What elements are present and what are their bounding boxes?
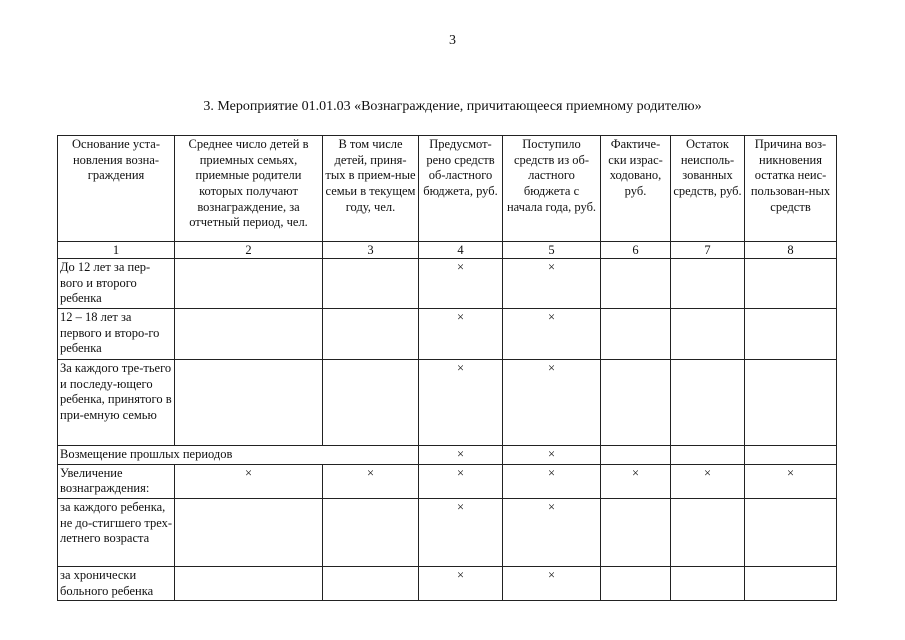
table-cell bbox=[175, 566, 323, 600]
table-row bbox=[58, 309, 837, 360]
column-header: Фактиче-ски израс-ходовано, руб. bbox=[601, 136, 671, 242]
table-cell bbox=[323, 566, 419, 600]
table-cell bbox=[601, 360, 671, 446]
table-cell bbox=[323, 498, 419, 566]
column-header: Поступило средств из об-ластного бюджета с начала года, руб. bbox=[503, 136, 601, 242]
table-row bbox=[58, 566, 837, 600]
table-cell bbox=[671, 309, 745, 360]
column-number: 7 bbox=[671, 242, 745, 259]
column-header: Остаток неисполь-зованных средств, руб. bbox=[671, 136, 745, 242]
table-cell bbox=[745, 446, 837, 465]
table-cell: × bbox=[175, 464, 323, 498]
report-table bbox=[57, 135, 837, 601]
table-cell bbox=[175, 498, 323, 566]
table-cell: × bbox=[323, 464, 419, 498]
table-cell: × bbox=[419, 446, 503, 465]
table-cell bbox=[175, 259, 323, 309]
table-cell: × bbox=[419, 360, 503, 446]
table-cell: × bbox=[419, 566, 503, 600]
table-cell: × bbox=[503, 498, 601, 566]
table-row bbox=[58, 360, 837, 446]
table-cell: × bbox=[503, 360, 601, 446]
table-row bbox=[58, 464, 837, 498]
table-cell bbox=[175, 360, 323, 446]
column-number: 1 bbox=[58, 242, 175, 259]
column-number: 4 bbox=[419, 242, 503, 259]
table-cell bbox=[323, 360, 419, 446]
page-number: 3 bbox=[449, 33, 456, 48]
table-cell: × bbox=[503, 309, 601, 360]
table-row bbox=[58, 446, 837, 465]
row-label: До 12 лет за пер-вого и второго ребенка bbox=[58, 259, 175, 309]
column-header: Предусмот-рено средств об-ластного бюджета, руб. bbox=[419, 136, 503, 242]
column-number: 6 bbox=[601, 242, 671, 259]
table-cell bbox=[671, 566, 745, 600]
column-header: Причина воз-никновения остатка неис-пользован-ных средств bbox=[745, 136, 837, 242]
column-number: 2 bbox=[175, 242, 323, 259]
table-row bbox=[58, 259, 837, 309]
table-cell bbox=[745, 498, 837, 566]
column-header: В том числе детей, приня-тых в прием-ные семьи в текущем году, чел. bbox=[323, 136, 419, 242]
table-cell bbox=[745, 360, 837, 446]
section-title: 3. Мероприятие 01.01.03 «Вознаграждение, причитающееся приемному родителю» bbox=[203, 99, 702, 114]
row-label: Увеличение вознаграждения: bbox=[58, 464, 175, 498]
column-number: 8 bbox=[745, 242, 837, 259]
table-cell bbox=[323, 309, 419, 360]
table-cell bbox=[671, 259, 745, 309]
row-label: за каждого ребенка, не до-стигшего трех-летнего возраста bbox=[58, 498, 175, 566]
table-cell: × bbox=[601, 464, 671, 498]
table-cell bbox=[745, 259, 837, 309]
column-header: Среднее число детей в приемных семьях, приемные родители которых получают вознаграждение, за отчетный период, чел. bbox=[175, 136, 323, 242]
column-header: Основание уста-новления возна-граждения bbox=[58, 136, 175, 242]
table-cell bbox=[601, 498, 671, 566]
row-label: 12 – 18 лет за первого и второ-го ребенка bbox=[58, 309, 175, 360]
table-cell: × bbox=[419, 309, 503, 360]
row-label: за хронически больного ребенка bbox=[58, 566, 175, 600]
table-cell bbox=[745, 309, 837, 360]
table-cell bbox=[175, 309, 323, 360]
table-cell: × bbox=[503, 464, 601, 498]
table-cell bbox=[671, 360, 745, 446]
table-cell bbox=[323, 259, 419, 309]
table-cell: × bbox=[671, 464, 745, 498]
table-cell bbox=[601, 446, 671, 465]
table-cell bbox=[671, 446, 745, 465]
column-number: 5 bbox=[503, 242, 601, 259]
column-number-row bbox=[58, 242, 837, 259]
column-number: 3 bbox=[323, 242, 419, 259]
table-row bbox=[58, 498, 837, 566]
table-cell bbox=[745, 566, 837, 600]
table-cell: × bbox=[503, 259, 601, 309]
table-cell bbox=[601, 259, 671, 309]
row-label: За каждого тре-тьего и последу-ющего ребенка, принятого в при-емную семью bbox=[58, 360, 175, 446]
row-label: Возмещение прошлых периодов bbox=[58, 446, 419, 465]
table-cell bbox=[601, 309, 671, 360]
table-cell: × bbox=[419, 498, 503, 566]
table-cell: × bbox=[419, 259, 503, 309]
table-cell: × bbox=[745, 464, 837, 498]
table-cell bbox=[671, 498, 745, 566]
table-cell: × bbox=[503, 446, 601, 465]
table-cell: × bbox=[503, 566, 601, 600]
table-cell bbox=[601, 566, 671, 600]
table-cell: × bbox=[419, 464, 503, 498]
header-row bbox=[58, 136, 837, 242]
